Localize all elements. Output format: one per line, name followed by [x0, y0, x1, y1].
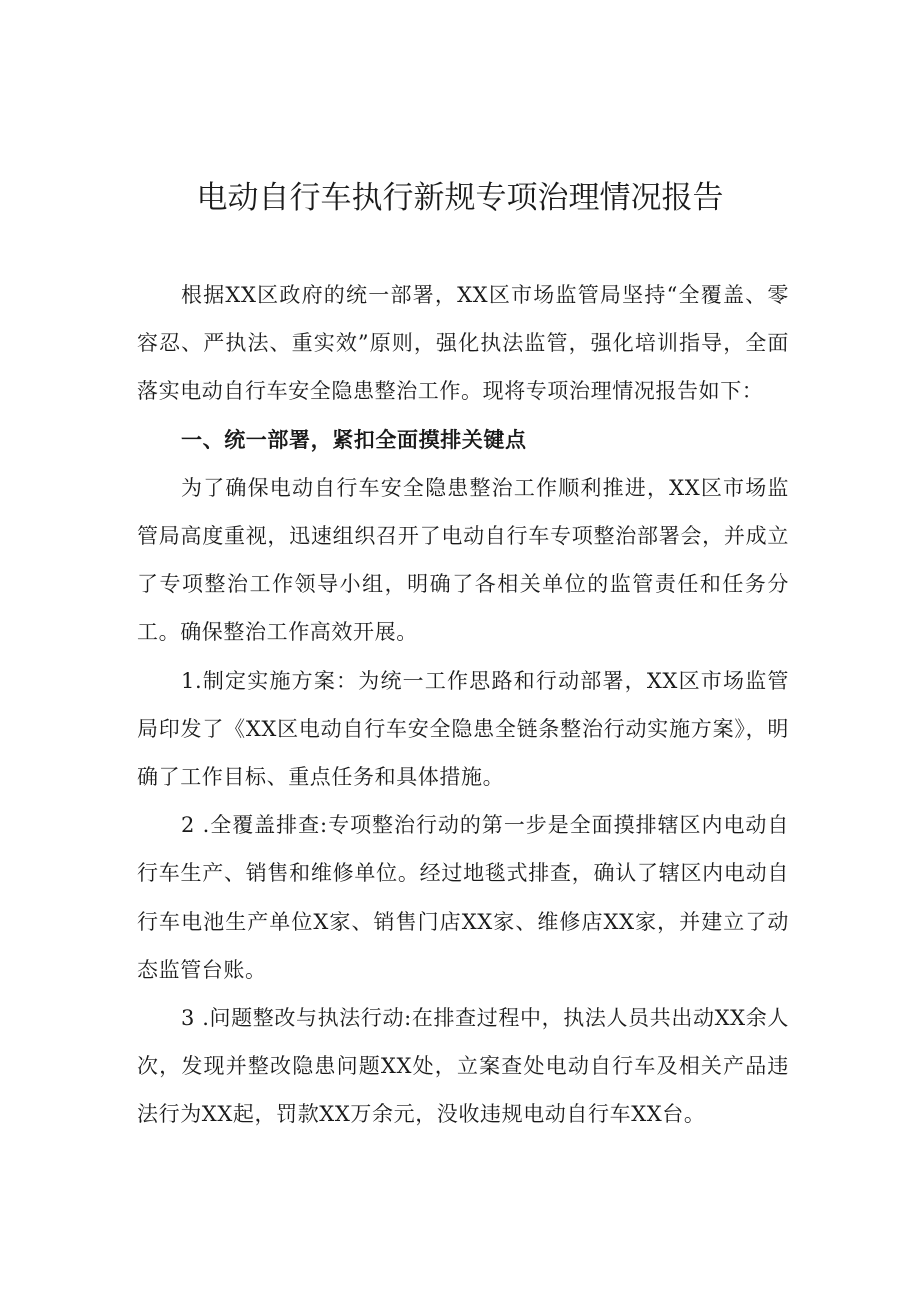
document-title: 电动自行车执行新规专项治理情况报告 [196, 180, 724, 216]
list-item-inspection: 2 .全覆盖排查:专项整治行动的第一步是全面摸排辖区内电动自行车生产、销售和维修单位。经过地毯式排查，确认了辖区内电动自行车电池生产单位X家、销售门店XX家、维修店XX家，并建立了动态监管台账。 [137, 813, 789, 982]
list-item-plan: 1.制定实施方案：为统一工作思路和行动部署，XX区市场监管局印发了《XX区电动自行车安全隐患全链条整治行动实施方案》，明确了工作目标、重点任务和具体措施。 [137, 668, 789, 790]
intro-paragraph: 根据XX区政府的统一部署，XX区市场监管局坚持“全覆盖、零容忍、严执法、重实效”原则，强化执法监管，强化培训指导，全面落实电动自行车安全隐患整治工作。现将专项治理情况报告如下： [137, 283, 789, 404]
document-body [137, 271, 789, 1139]
section-heading: 一、统一部署，紧扣全面摸排关键点 [181, 427, 527, 452]
section-intro-paragraph: 为了确保电动自行车安全隐患整治工作顺利推进，XX区市场监管局高度重视，迅速组织召开了电动自行车专项整治部署会，并成立了专项整治工作领导小组，明确了各相关单位的监管责任和任务分工。确保整治工作高效开展。 [137, 475, 789, 645]
list-item-enforcement: 3 .问题整改与执法行动:在排查过程中，执法人员共出动XX余人次，发现并整改隐患问题XX处，立案查处电动自行车及相关产品违法行为XX起，罚款XX万余元，没收违规电动自行车XX台。 [137, 1006, 789, 1127]
